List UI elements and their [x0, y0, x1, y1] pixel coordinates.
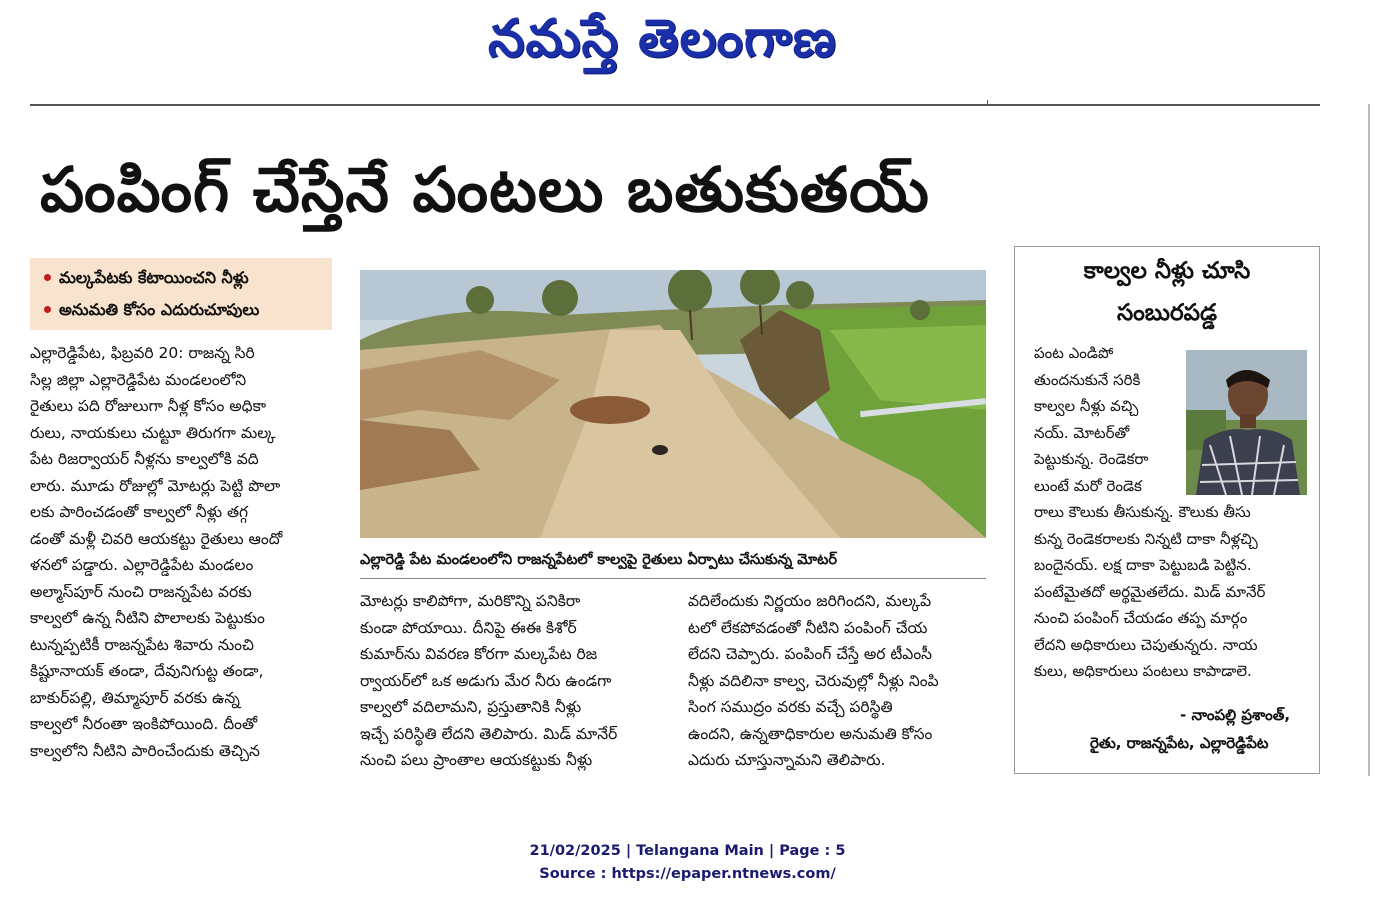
text-line: కాల్వలో నీరంతా ఇంకిపోయింది. దీంతో: [30, 715, 258, 733]
quote-wrapped-lines: [1034, 340, 1184, 499]
highlight-item: [38, 294, 324, 326]
text-line: రులు, నాయకులు చుట్టూ తిరుగగా మల్క: [30, 423, 276, 442]
text-line: కాల్వలోని నీటిని పారించేందుకు తెచ్చిన: [30, 741, 260, 760]
article-column-2: [360, 588, 664, 774]
text-line: అల్మాస్‌పూర్ నుంచి రాజన్నపేట వరకు: [30, 582, 252, 601]
text-line: నుంచి పలు ప్రాంతాల ఆయకట్టుకు నీళ్లు: [360, 751, 593, 769]
text-line: మోటర్లు కాలిపోగా, మరికొన్ని పనికిరా: [360, 592, 581, 610]
text-line: ర్వాయర్‌లో ఒక అడుగు మేర నీరు ఉండగా: [360, 671, 612, 690]
text-line: కుమార్‌ను వివరణ కోరగా మల్కపేట రిజ: [360, 645, 598, 663]
sidebox-title-line1: కాల్వల నీళ్లు చూసి: [1083, 258, 1251, 284]
text-line: టలో లేకపోవడంతో నీటిని పంపింగ్ చేయ: [688, 618, 928, 637]
text-line: పంటేమైతదో అర్థమైతలేదు. మిడ్ మానేర్: [1034, 582, 1266, 601]
text-line: లేదని చెప్పారు. పంపింగ్ చేస్తే అర టీఎంసీ: [688, 645, 933, 663]
highlights-box: [30, 258, 332, 330]
text-line: ఇచ్చే పరిస్థితి లేదని తెలిపారు. మిడ్ మానేర్: [360, 724, 618, 743]
text-line: కాల్వల నీళ్లు వచ్చి: [1034, 397, 1139, 415]
quote-full-lines: [1034, 499, 1310, 685]
text-line: పంట ఎండిపో: [1034, 344, 1114, 362]
caption-divider: [360, 578, 986, 579]
bullet-icon: [44, 306, 51, 313]
text-line: రాలు కౌలుకు తీసుకున్న. కౌలుకు తీసు: [1034, 503, 1251, 521]
photo-caption: ఎల్లారెడ్డి పేట మండలంలోని రాజన్నపేటలో కాల్వపై రైతులు ఏర్పాటు చేసుకున్న మోటర్: [360, 552, 837, 568]
page-edge-rule: [1368, 104, 1370, 776]
text-line: కుండా పోయాయి. దీనిపై ఈఈ కిశోర్: [360, 618, 577, 637]
text-line: ఎల్లారెడ్డిపేట, ఫిబ్రవరి 20: రాజన్న సిరి: [30, 344, 255, 362]
footer-date-edition: 21/02/2025 | Telangana Main | Page : 5: [529, 843, 846, 859]
text-line: లుంటే మరో రెండెక: [1034, 476, 1142, 495]
sidebox-title-line2: సంబురపడ్డ: [1116, 300, 1218, 326]
quote-signature-name: - నాంపల్లి ప్రశాంత్,: [1180, 706, 1291, 724]
text-line: లారు. మూడు రోజుల్లో మోటర్లు పెట్టి పొలా: [30, 476, 281, 495]
article-column-3: [688, 588, 988, 774]
text-line: ఎదురు చూస్తున్నామని తెలిపారు.: [688, 751, 886, 769]
text-line: వదిలేందుకు నిర్ణయం జరిగిందని, మల్కపే: [688, 592, 932, 610]
text-line: కున్న రెండెకరాలకు నిన్నటి దాకా నీళ్లచ్చి: [1034, 529, 1258, 548]
text-line: డంతో మళ్లీ చివరి ఆయకట్టు రైతులు ఆందో: [30, 529, 283, 548]
text-line: కులు, అధికారులు పంటలు కాపాడాలె.: [1034, 662, 1252, 680]
text-line: ళనలో పడ్డారు. ఎల్లారెడ్డిపేట మండలం: [30, 556, 254, 574]
text-line: టున్నప్పటికీ రాజన్నపేట శివారు నుంచి: [30, 635, 254, 654]
text-line: సింగ సముద్రం వరకు వచ్చే పరిస్థితి: [688, 698, 893, 716]
article-headline: పంపింగ్ చేస్తేనే పంటలు బతుకుతయ్: [40, 153, 930, 226]
text-line: నుంచి పంపింగ్ చేయడం తప్ప మార్గం: [1034, 609, 1248, 627]
text-line: లేదని అధికారులు చెపుతున్నరు. నాయ: [1034, 635, 1258, 654]
quote-signature-place: రైతు, రాజన్నపేట, ఎల్లారెడ్డిపేట: [1090, 734, 1269, 752]
header-divider: [30, 104, 1320, 106]
highlight-item: [38, 262, 324, 294]
text-line: లకు పారించడంతో కాల్వలో నీళ్లు తగ్గ: [30, 503, 249, 521]
text-line: కాల్వలో వదిలామని, ప్రస్తుతానికి నీళ్లు: [360, 698, 582, 716]
farmer-portrait-photo: [1186, 350, 1307, 495]
text-line: బాకుర్‌పల్లి, తిమ్మాపూర్ వరకు ఉన్న: [30, 688, 240, 707]
text-line: ఉందని, ఉన్నతాధికారుల అనుమతి కోసం: [688, 724, 933, 743]
text-line: బందైనయ్. లక్ష దాకా పెట్టుబడి పెట్టిన.: [1034, 556, 1252, 574]
text-line: సిల్ల జిల్లా ఎల్లారెడ్డిపేట మండలంలోని: [30, 370, 247, 389]
text-line: నీళ్లు వదిలినా కాల్వ, చెరువుల్లో నీళ్లు నింపి: [688, 671, 939, 690]
news-photo-canal-motor: [360, 270, 986, 538]
text-line: తుందనుకునే సరికి: [1034, 370, 1141, 389]
highlight-text: అనుమతి కోసం ఎదురుచూపులు: [59, 300, 260, 319]
header-divider-tick: [987, 100, 988, 106]
text-line: నయ్. మోటర్‌తో: [1034, 423, 1130, 442]
text-line: పేట రిజర్వాయర్ నీళ్లను కాల్వలోకి వది: [30, 450, 259, 468]
text-line: రైతులు పది రోజులుగా నీళ్ల కోసం అధికా: [30, 397, 267, 415]
footer-source-link[interactable]: Source : https://epaper.ntnews.com/: [539, 866, 836, 882]
text-line: పెట్టుకున్న. రెండెకరా: [1034, 450, 1149, 468]
text-line: కిష్టూనాయక్ తండా, దేవునిగుట్ట తండా,: [30, 662, 264, 680]
article-column-1: [30, 340, 332, 764]
bullet-icon: [44, 274, 51, 281]
masthead-logo: నమస్తే తెలంగాణ: [488, 8, 837, 69]
text-line: కాల్వలో ఉన్న నీటిని పొలాలకు పెట్టుకుం: [30, 609, 265, 627]
highlight-text: మల్కపేటకు కేటాయించని నీళ్లు: [59, 268, 249, 287]
